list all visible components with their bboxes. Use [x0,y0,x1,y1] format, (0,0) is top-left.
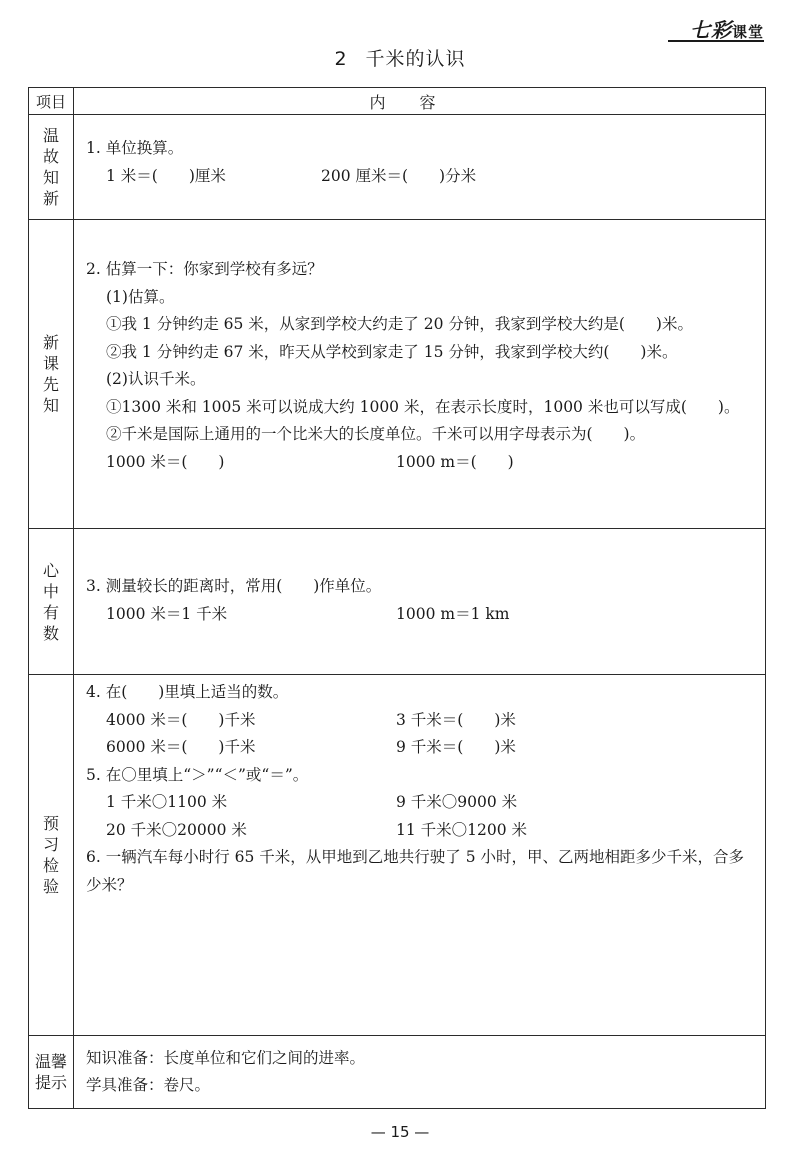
page-number: — 15 — [370,1123,430,1141]
question-3: 3. 测量较长的距离时，常用( )作单位。 [86,577,382,595]
lesson-number: 2 [334,48,348,70]
question-1: 1. 单位换算。 [86,139,184,157]
header-item: 项目 [29,88,74,115]
question-2: 2. 估算一下：你家到学校有多远？ [86,260,323,278]
section-label: 温馨提示 [34,1052,67,1092]
section-review [29,115,766,220]
tip-knowledge: 知识准备：长度单位和它们之间的进率。 [86,1048,366,1067]
section-label: 预习检验 [42,814,59,896]
worksheet-table [28,87,766,1109]
answer-row: 4000 米＝( )千米 3 千米＝( )米 [106,710,516,729]
brand-logo [690,14,764,43]
section-label: 新课先知 [42,333,59,415]
question-6: 6. 一辆汽车每小时行 65 千米，从甲地到乙地共行驶了 5 小时，甲、乙两地相距多少千米，合多少米？ [86,848,745,894]
brand-sub: 课堂 [731,23,764,41]
answer-row: 1000 米＝1 千米 1000 m＝1 km [106,604,510,623]
section-key-points [29,529,766,675]
answer-row: 20 千米〇20000 米 11 千米〇1200 米 [106,820,528,839]
brand-underline [668,40,764,42]
section-practice [29,675,766,1036]
header-content: 内容 [74,88,766,115]
section-tips [29,1036,766,1109]
header-row [29,88,766,115]
tip-tools: 学具准备：卷尺。 [86,1076,211,1094]
answer-row: 1 千米〇1100 米 9 千米〇9000 米 [106,793,518,811]
section-label: 温故知新 [42,126,59,208]
answer-row: 1000 米＝( ) 1000 m＝( ) [106,452,514,471]
section-preview: 新课先知 2. 估算一下：你家到学校有多远？ (1)估算。 ①我 1 分钟约走 65 米，从家到学校大约走了 20 分钟，我家到学校大约是( )米。 ②我 1 分钟约走 67 米，昨天从学校到家走了 15 分钟，我家到学校大约( )米。 (2)认识千米。 ①1300 米和 1005 米可以说成大约 1000 米，在表示长度时，1000 米也可以写成( )。 ②千米是国际上通用的一个比米大的长度单位。千米可以用字母表示为( )。 1000 米＝( ) 1000 m＝( ) [29,220,766,529]
question-4: 4. 在( )里填上适当的数。 [86,683,289,701]
page-title [0,44,800,71]
section-label: 心中有数 [42,560,59,643]
brand-main: 七彩 [689,18,732,42]
question-5: 5. 在〇里填上“＞”“＜”或“＝”。 [86,765,309,784]
lesson-title: 千米的认识 [365,48,466,70]
answer-row: 1 米＝( )厘米 200 厘米＝( )分米 [106,166,477,185]
answer-row: 6000 米＝( )千米 9 千米＝( )米 [106,738,516,756]
